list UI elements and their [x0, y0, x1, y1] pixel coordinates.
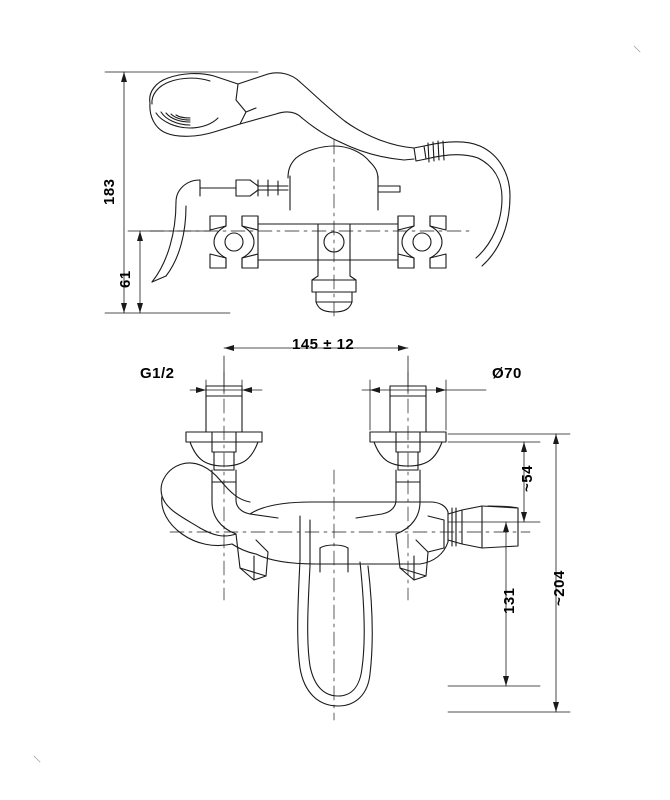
shower-handset [150, 73, 346, 142]
centre-lines-bottom [170, 372, 530, 720]
dimension-label-204: ~204 [551, 570, 568, 606]
centre-lines-top [150, 140, 470, 320]
dimension-label-g12: G1/2 [140, 365, 175, 382]
mixer-body-top-view [152, 146, 446, 312]
dimension-label-54: ~54 [519, 465, 536, 492]
dimension-label-d70: Ø70 [492, 365, 522, 382]
dimension-label-145: 145 ± 12 [292, 336, 355, 353]
shower-hose [340, 122, 510, 266]
dimension-131 [448, 522, 540, 686]
dimension-g12 [190, 380, 262, 400]
dimension-label-131: 131 [501, 587, 518, 614]
dimension-d70 [362, 380, 486, 430]
sheet-corner-marks [34, 46, 640, 762]
dimension-label-183: 183 [101, 178, 118, 205]
dimension-label-61: 61 [117, 270, 134, 288]
